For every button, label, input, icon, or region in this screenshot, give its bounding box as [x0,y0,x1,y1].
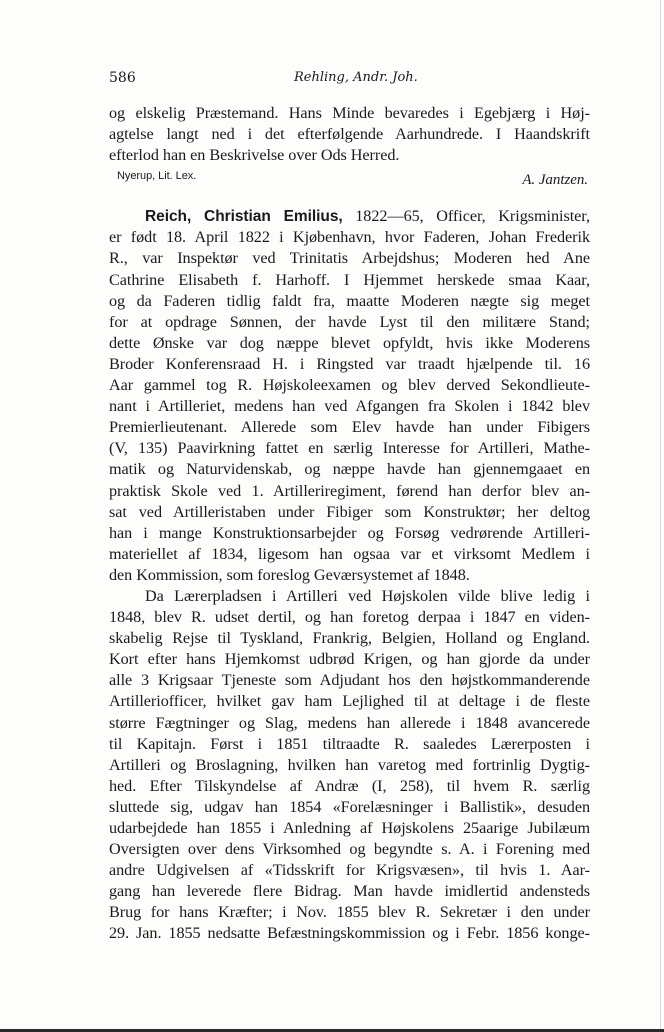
text-line: hed. Efter Tilskyndelse af Andræ (I, 258), til hvem R. særlig [109,776,590,795]
text-line: for at opdrage Sønnen, der havde Lyst til den militære Stand; [109,312,590,331]
text-line: materiellet af 1834, ligesom han ogsaa var et virksomt Medlem i [109,544,590,563]
author-signature: A. Jantzen. [522,172,588,189]
text-line: Artilleriofficer, hvilket gav ham Lejlighed til at deltage i de fleste [109,692,590,711]
text-line: Oversigten over dens Virksomhed og begyndte s. A. i Forening med [109,840,590,859]
text-line: R., var Inspektør ved Trinitatis Arbejdshus; Moderen hed Ane [109,249,590,268]
text-line: alle 3 Krigsaar Tjeneste som Adjudant hos den højstkommanderende [109,671,590,690]
text-line: er født 18. April 1822 i Kjøbenhavn, hvor Faderen, Johan Frederik [109,228,590,247]
text-line: større Fægtninger og Slag, medens han allerede i 1848 avancerede [109,713,590,732]
text-line: (V, 135) Paavirkning fattet en særlig Interesse for Artilleri, Mathe- [109,439,590,458]
text-line: dette Ønske var dog næppe blevet opfyldt, hvis ikke Moderens [109,333,590,352]
text-line: nant i Artilleriet, medens han ved Afgangen fra Skolen i 1842 blev [109,397,590,416]
text-line: 29. Jan. 1855 nedsatte Befæstningskommission og i Febr. 1856 konge- [109,924,590,943]
running-head: Rehling, Andr. Joh. [294,70,418,85]
paragraph-1 [109,227,590,586]
text-line: praktisk Skole ved 1. Artilleriregiment, førend han derfor blev an- [109,481,590,500]
text-line: 1848, blev R. udset dertil, og han foretog derpaa i 1847 en viden- [109,608,590,627]
entry-gap [109,190,590,206]
text-line: Kort efter hans Hjemkomst udbrød Krigen, og han gjorde da under [109,650,590,669]
text-line: Aar gammel tog R. Højskoleexamen og blev derved Sekondlieute- [109,376,590,395]
paragraph-2 [109,586,590,945]
text-line: og elskelig Præstemand. Hans Minde bevaredes i Egebjærg i Høj- [109,104,590,122]
text-line: og da Faderen tidlig faldt fra, maatte Moderen nægte sig meget [109,291,590,310]
text-line: Brug for hans Kræfter; i Nov. 1855 blev R. Sekretær i den under [109,903,590,922]
text-line: Broder Konferensraad H. i Ringsted var traadt hjælpende til. 16 [109,354,590,373]
text-line: efterlod han en Beskrivelse over Ods Herred. [109,146,400,165]
text-line: den Kommission, som foreslog Geværsystemet af 1848. [109,565,470,584]
source-row [109,166,590,190]
text-line: agtelse langt ned i det efterfølgende Aarhundrede. I Haandskrift [109,125,590,144]
source-reference: Nyerup, Lit. Lex. [117,170,197,183]
text-line: Cathrine Elisabeth f. Harhoff. I Hjemmet herskede smaa Kaar, [109,270,590,289]
entry-dates-and-titles: 1822—65, Officer, Krigsminister, [342,207,590,226]
text-line: sat ved Artilleristaben under Fibiger som Konstruktør; her deltog [109,502,590,521]
page-edge-line [660,0,661,1032]
text-line: til Kapitajn. Først i 1851 tiltraadte R. saaledes Lærerposten i [109,734,590,753]
text-line: skabelig Rejse til Tyskland, Frankrig, Belgien, Holland og England. [109,629,590,648]
page-header [109,70,589,90]
text-line: Da Lærerpladsen i Artilleri ved Højskolen vilde blive ledig i [145,586,590,605]
text-line: andre Udgivelsen af «Tidsskrift for Krigsvæsen», til hvis 1. Aar- [109,861,590,880]
page-number: 586 [109,70,136,86]
text-line: udarbejdede han 1855 i Anledning af Højskolens 25aarige Jubilæum [109,819,590,837]
text-line: Premierlieutenant. Allerede som Elev havde han under Fibigers [109,418,590,437]
entry-first-line [109,206,590,227]
text-line: Artilleri og Broslagning, hvilken han varetog med fortrinlig Dygtig- [109,755,590,774]
text-line: gang han leverede flere Bidrag. Man havde imidlertid andensteds [109,882,590,901]
body-text [109,103,590,945]
entry-headword: Reich, Christian Emilius, [145,208,343,226]
text-line: han i mange Konstruktionsarbejder og Forsøg vedrørende Artilleri- [109,523,590,542]
text-line: matik og Naturvidenskab, og næppe havde han gjennemgaaet en [109,460,590,479]
text-line: sluttede sig, udgav han 1854 «Forelæsninger i Ballistik», desuden [109,797,590,816]
